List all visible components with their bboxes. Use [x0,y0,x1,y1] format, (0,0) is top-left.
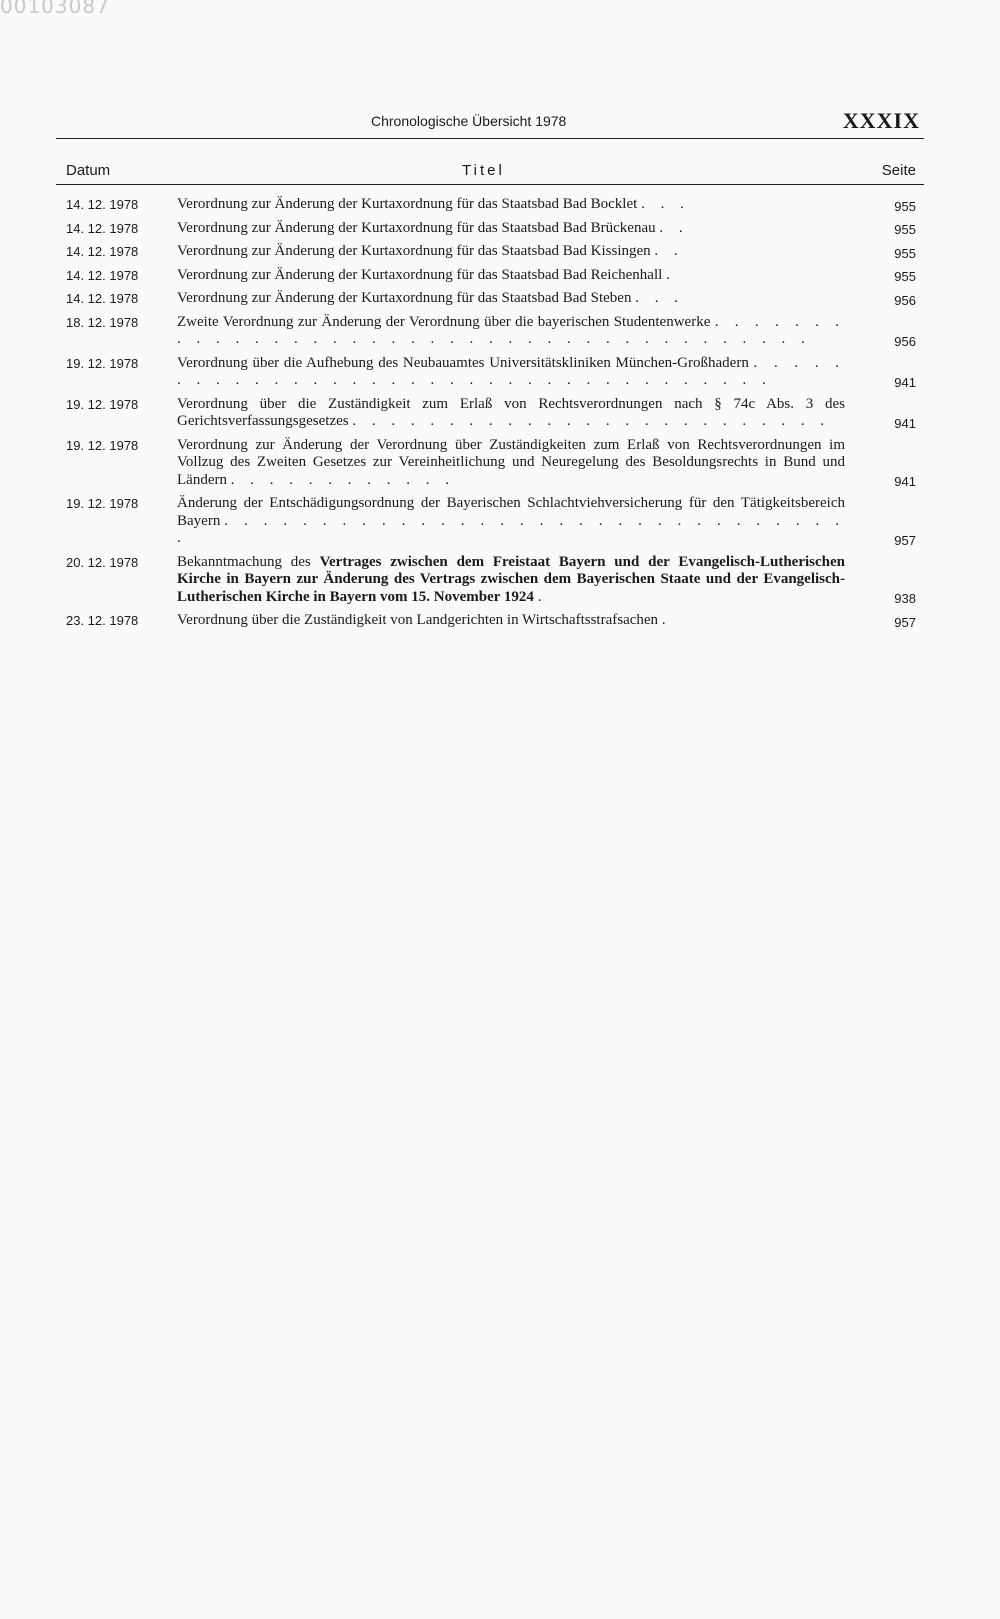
entry-page: 941 [894,415,916,431]
entry-date: 14. 12. 1978 [66,197,139,212]
entry-page: 955 [894,198,916,214]
entry-title: Verordnung zur Änderung der Verordnung über Zuständigkeiten zum Erlaß von Rechtsverordnungen im Vollzug des Zweiten Gesetzes zur Vereinheitlichung und Neuregelung des Besoldungsrechts in Bund und Ländern . . . . . . . . . . . . [177,436,845,488]
entry-title: Zweite Verordnung zur Änderung der Verordnung über die bayerischen Studentenwerke . . . . . . . . . . . . . . . . . . . . . . . . . . . . . . . . . . . . . . . . [177,313,846,347]
page-number: XXXIX [842,108,920,133]
entry-title: Änderung der Entschädigungsordnung der Bayerischen Schlachtviehversicherung für den Tätigkeitsbereich Bayern . . . . . . . . . . . . . . . . . . . . . . . . . . . . . . . . . [177,495,846,546]
list-item [56,220,924,238]
entry-page: 957 [894,532,916,548]
entry-page: 957 [894,614,916,630]
list-item [56,196,924,214]
entry-date: 19. 12. 1978 [66,396,139,412]
entry-page: 955 [894,222,916,237]
running-title: Chronologische Übersicht 1978 [371,113,567,129]
entry-page: 955 [894,245,916,261]
entry-list [56,196,924,636]
entry-date: 20. 12. 1978 [66,554,139,570]
column-datum: Datum [66,162,111,179]
list-item [56,355,924,390]
entry-date: 18. 12. 1978 [66,314,139,330]
entry-title: Verordnung zur Änderung der Kurtaxordnung für das Staatsbad Bad Steben . . . [177,290,684,306]
column-seite: Seite [881,162,916,179]
entry-title-bold: Vertrages zwischen dem Freistaat Bayern und der Evangelisch-Lutherischen Kirche in Bayern zur Änderung des Vertrags zwischen dem Bayerischen Staate und der Evangelisch-Lutherischen Kirche in Bayern vom 15. November 1924 [177,553,845,605]
list-item [56,396,924,431]
entry-title: Verordnung zur Änderung der Kurtaxordnung für das Staatsbad Bad Reichenhall . [177,266,676,283]
entry-title: Verordnung über die Zuständigkeit zum Erlaß von Rechtsverordnungen nach § 74c Abs. 3 des Gerichtsverfassungsgesetzes . . . . . . . . . . . . . . . . . . . . . . . . . [177,395,845,429]
entry-title: Bekanntmachung des Vertrages zwischen dem Freistaat Bayern und der Evangelisch-Lutherischen Kirche in Bayern zur Änderung des Vertrags zwischen dem Bayerischen Staate und der Evangelisch-Lutherischen Kirche in Bayern vom 15. November 1924 . [177,553,845,605]
entry-title: Verordnung zur Änderung der Kurtaxordnung für das Staatsbad Bad Bocklet . . . [177,196,690,212]
list-item [56,495,924,548]
entry-title: Verordnung zur Änderung der Kurtaxordnung für das Staatsbad Bad Brückenau . . [177,219,689,236]
entry-page: 955 [894,269,916,284]
entry-date: 14. 12. 1978 [66,291,139,306]
list-item [56,437,924,490]
entry-date: 14. 12. 1978 [66,267,139,283]
running-header [56,108,924,139]
list-item [56,243,924,261]
entry-date: 19. 12. 1978 [66,496,139,511]
entry-page: 941 [894,374,916,390]
entry-title: Verordnung über die Aufhebung des Neubauamtes Universitätskliniken München-Großhadern . . . . . . . . . . . . . . . . . . . . . . . . . . . . . . . . . . . . [177,354,846,388]
entry-page: 956 [894,292,916,308]
entry-date: 14. 12. 1978 [66,244,139,259]
column-titel: Titel [462,162,505,179]
list-item [56,314,924,349]
entry-page: 941 [894,474,916,489]
list-item [56,554,924,607]
list-item [56,612,924,630]
scan-mark: 00103087 [0,0,110,18]
entry-date: 19. 12. 1978 [66,437,139,453]
column-header [56,160,924,185]
entry-title: Verordnung über die Zuständigkeit von Landgerichten in Wirtschaftsstrafsachen . [177,612,672,628]
entry-date: 19. 12. 1978 [66,355,139,371]
entry-date: 14. 12. 1978 [66,220,139,236]
entry-date: 23. 12. 1978 [66,613,139,628]
list-item [56,267,924,285]
entry-title: Verordnung zur Änderung der Kurtaxordnung für das Staatsbad Bad Kissingen . . [177,243,684,259]
entry-page: 956 [894,333,916,349]
list-item [56,290,924,308]
entry-page: 938 [894,591,916,606]
